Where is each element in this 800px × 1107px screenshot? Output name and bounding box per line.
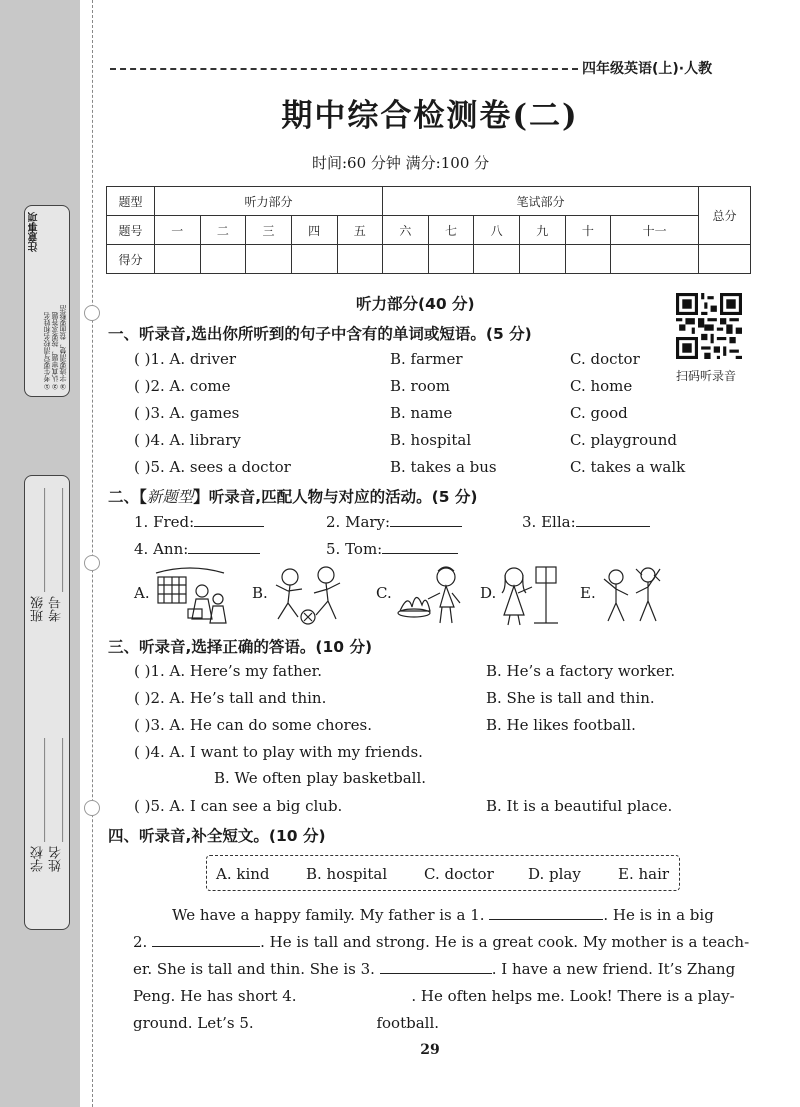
match-ann: 4. Ann: — [134, 540, 260, 558]
part1-item-2-c: C. home — [570, 377, 633, 395]
total-label: 总分 — [699, 187, 751, 245]
part3-item-2-a: ( )2. A. He’s tall and thin. — [134, 689, 327, 707]
part1-item-4-a: ( )4. A. library — [134, 431, 241, 449]
part1-item-5-a: ( )5. A. sees a doctor — [134, 458, 291, 476]
qr-code-icon[interactable] — [676, 293, 742, 359]
part1-item-1-b: B. farmer — [390, 350, 463, 368]
part1-heading: 一、听录音,选出你所听到的句子中含有的单词或短语。(5 分) — [108, 325, 532, 343]
answer-blank[interactable] — [188, 540, 260, 554]
notice-lines — [43, 212, 67, 390]
binding-hole — [84, 800, 100, 816]
word-option-c: C. doctor — [424, 865, 494, 883]
part3-item-1-b: B. He’s a factory worker. — [486, 662, 676, 680]
q-number: 四 — [291, 216, 337, 245]
series-label: 四年级英语(上)·人教 — [582, 61, 713, 77]
number-label: 题号 — [107, 216, 155, 245]
answer-blank[interactable] — [576, 513, 650, 527]
library-reading-picture — [152, 563, 228, 627]
new-type-tag: 新题型 — [146, 488, 194, 506]
word-option-b: B. hospital — [306, 865, 388, 883]
class-label: 班级 ________________ — [31, 488, 46, 623]
q-number: 八 — [474, 216, 520, 245]
answer-blank[interactable] — [382, 540, 458, 554]
binding-hole — [84, 305, 100, 321]
part1-item-5-b: B. takes a bus — [390, 458, 497, 476]
cooking-picture — [394, 563, 470, 627]
picture-label-a: A. — [134, 584, 150, 602]
score-cell[interactable] — [611, 245, 699, 274]
chores-picture — [494, 563, 570, 627]
q-number: 三 — [246, 216, 292, 245]
part1-item-3-c: C. good — [570, 404, 628, 422]
word-option-a: A. kind — [216, 865, 270, 883]
qr-caption: 扫码听录音 — [676, 369, 737, 383]
passage-blank-4[interactable] — [301, 987, 411, 1001]
passage-line-2: 2. . He is tall and strong. He is a great cook. My mother is a teach- — [133, 933, 750, 951]
playing-football-picture — [270, 563, 346, 627]
part4-heading: 四、听录音,补全短文。(10 分) — [108, 827, 326, 845]
score-cell[interactable] — [246, 245, 292, 274]
match-ella: 3. Ella: — [522, 513, 650, 531]
name-label: 姓名 ________________ — [49, 738, 64, 873]
part3-item-4-a: ( )4. A. I want to play with my friends. — [134, 743, 423, 761]
q-number: 一 — [155, 216, 201, 245]
match-fred: 1. Fred: — [134, 513, 264, 531]
picture-label-e: E. — [580, 584, 596, 602]
q-number: 六 — [383, 216, 429, 245]
part3-item-4-b: B. We often play basketball. — [214, 769, 427, 787]
part1-item-1-c: C. doctor — [570, 350, 640, 368]
score-cell[interactable] — [155, 245, 201, 274]
passage-blank-1[interactable] — [489, 906, 603, 920]
exercise-picture — [596, 563, 672, 627]
part1-item-5-c: C. takes a walk — [570, 458, 686, 476]
score-cell[interactable] — [337, 245, 383, 274]
part1-item-2-b: B. room — [390, 377, 451, 395]
notice-line: ①考生要写清校名和姓名 — [43, 312, 51, 390]
part2-heading: 二、【新题型】听录音,匹配人物与对应的活动。(5 分) — [108, 488, 478, 506]
part3-item-3-a: ( )3. A. He can do some chores. — [134, 716, 373, 734]
passage-line-5: ground. Let’s 5. football. — [133, 1014, 440, 1032]
match-mary: 2. Mary: — [326, 513, 462, 531]
passage-line-3: er. She is tall and thin. She is 3. . I have a new friend. It’s Zhang — [133, 960, 736, 978]
exam-no-label: 考号 ________________ — [49, 488, 64, 623]
answer-blank[interactable] — [390, 513, 462, 527]
passage-line-1: We have a happy family. My father is a 1. . He is in a big — [172, 906, 714, 924]
part1-item-2-a: ( )2. A. come — [134, 377, 231, 395]
part1-item-4-c: C. playground — [570, 431, 678, 449]
answer-blank[interactable] — [194, 513, 264, 527]
q-number: 十一 — [611, 216, 699, 245]
score-table — [106, 186, 751, 274]
score-cell[interactable] — [474, 245, 520, 274]
listening-section-header: 听力部分(40 分) — [356, 295, 475, 313]
part1-item-3-a: ( )3. A. games — [134, 404, 240, 422]
passage-blank-3[interactable] — [380, 960, 492, 974]
part3-item-5-a: ( )5. A. I can see a big club. — [134, 797, 343, 815]
notice-line: ②认真审题，按要求答题 — [51, 312, 59, 390]
match-tom: 5. Tom: — [326, 540, 458, 558]
part3-item-3-b: B. He likes football. — [486, 716, 636, 734]
word-option-e: E. hair — [618, 865, 670, 883]
score-cell[interactable] — [520, 245, 566, 274]
score-cell[interactable] — [383, 245, 429, 274]
notice-box — [24, 205, 70, 397]
part1-item-4-b: B. hospital — [390, 431, 472, 449]
binding-hole — [84, 555, 100, 571]
q-number: 五 — [337, 216, 383, 245]
q-number: 九 — [520, 216, 566, 245]
score-cell[interactable] — [699, 245, 751, 274]
part1-item-3-b: B. name — [390, 404, 453, 422]
score-cell[interactable] — [200, 245, 246, 274]
part3-item-1-a: ( )1. A. Here’s my father. — [134, 662, 322, 680]
type-label: 题型 — [107, 187, 155, 216]
school-label: 学校 ________________ — [31, 738, 46, 873]
picture-label-d: D. — [480, 584, 497, 602]
score-label: 得分 — [107, 245, 155, 274]
q-number: 二 — [200, 216, 246, 245]
q-number: 十 — [565, 216, 611, 245]
part3-heading: 三、听录音,选择正确的答语。(10 分) — [108, 638, 373, 656]
time-info: 时间:60 分钟 满分:100 分 — [312, 154, 490, 172]
score-cell[interactable] — [565, 245, 611, 274]
page-title: 期中综合检测卷(二) — [281, 98, 579, 134]
score-cell[interactable] — [428, 245, 474, 274]
word-option-d: D. play — [528, 865, 581, 883]
notice-title: 注意事项 — [29, 212, 40, 252]
notice-line: ③字迹要清楚，卷面要整洁 — [59, 305, 67, 390]
score-cell[interactable] — [291, 245, 337, 274]
passage-blank-2[interactable] — [152, 933, 260, 947]
part3-item-5-b: B. It is a beautiful place. — [486, 797, 673, 815]
passage-blank-5[interactable] — [258, 1014, 376, 1028]
page-number: 29 — [420, 1042, 440, 1058]
part1-item-1-a: ( )1. A. driver — [134, 350, 237, 368]
part3-item-2-b: B. She is tall and thin. — [486, 689, 655, 707]
passage-line-4: Peng. He has short 4. . He often helps me. Look! There is a play- — [133, 987, 735, 1005]
picture-label-b: B. — [252, 584, 268, 602]
cut-line — [92, 0, 93, 1107]
picture-label-c: C. — [376, 584, 392, 602]
writing-label: 笔试部分 — [383, 187, 699, 216]
header-rule — [110, 68, 578, 70]
q-number: 七 — [428, 216, 474, 245]
listening-label: 听力部分 — [155, 187, 383, 216]
student-info-box — [24, 475, 70, 930]
